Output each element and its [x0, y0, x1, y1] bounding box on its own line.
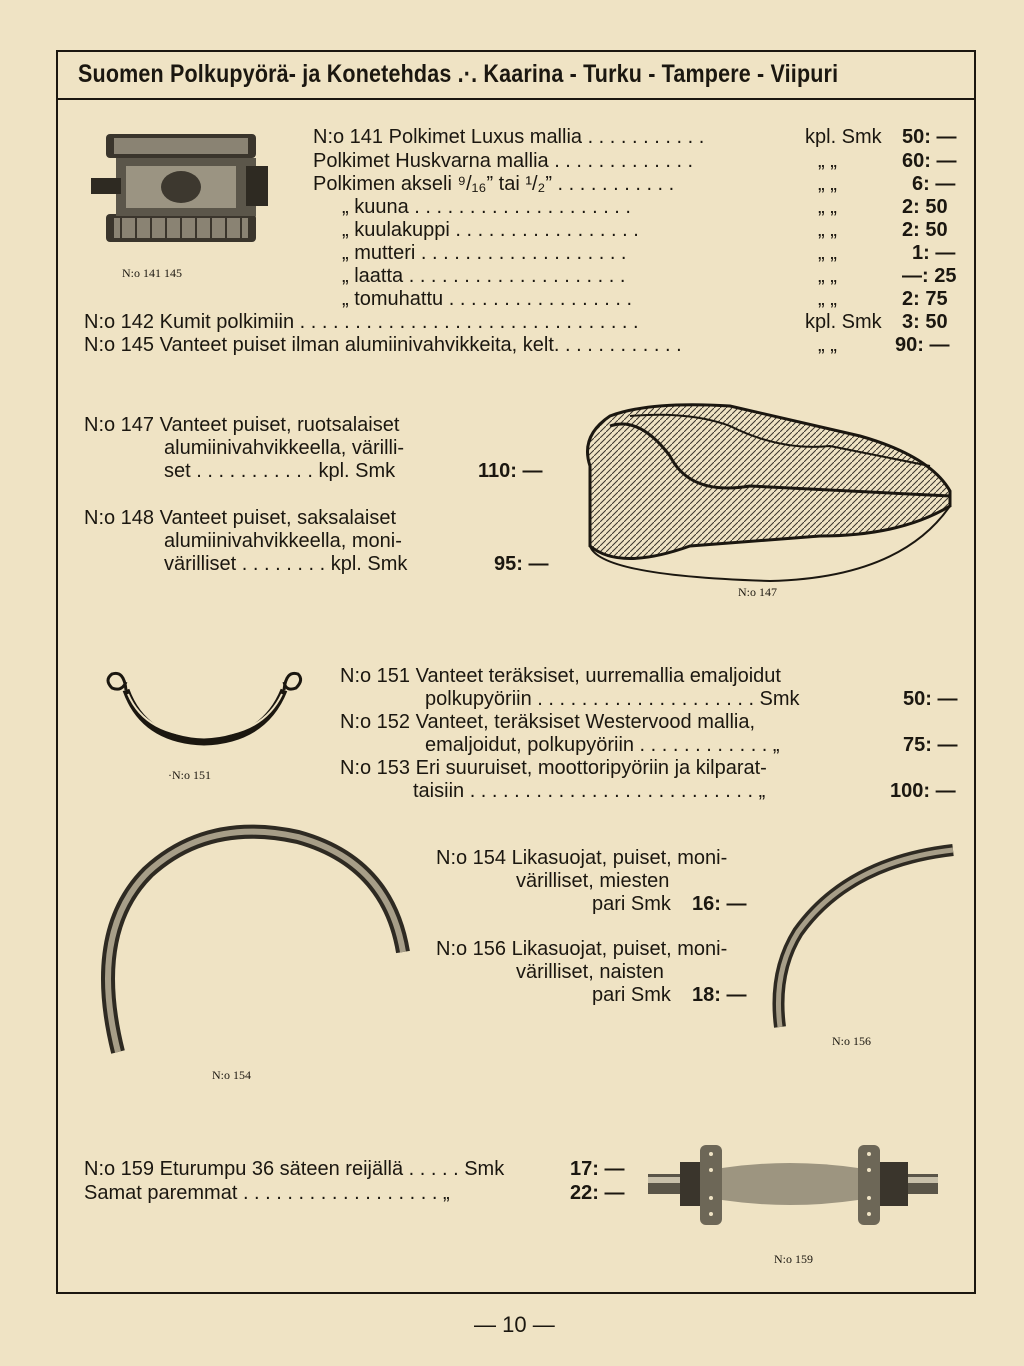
- mudguard-154-illustration: [98, 822, 418, 1062]
- rim151-caption: ·N:o 151: [168, 768, 211, 782]
- mudguard-156-line-1: N:o 156 Likasuojat, puiset, moni-: [436, 938, 728, 960]
- pedal-unit-9: kpl. Smk: [805, 311, 882, 333]
- hub-price-2: 22: —: [570, 1182, 625, 1204]
- pedal-price-10: 90: —: [895, 334, 950, 356]
- pedal-unit-8: „ „: [818, 288, 837, 310]
- rim148-price: 95: —: [494, 553, 549, 575]
- steel-rim-illustration: [104, 660, 304, 750]
- mudguard-154-price: 16: —: [692, 893, 747, 915]
- rim153-line-2: taisiin . . . . . . . . . . . . . . . . . . . . . . . . . . „: [413, 780, 766, 802]
- rim152-price: 75: —: [903, 734, 958, 756]
- rim147-price: 110: —: [478, 460, 543, 482]
- pedal-line-3: Polkimen akseli ⁹/₁₆” tai ¹/₂” . . . . . . . . . . .: [313, 173, 675, 195]
- pedal-caption: N:o 141 145: [122, 266, 182, 280]
- pedal-line-4: „ kuuna . . . . . . . . . . . . . . . . . . . .: [342, 196, 631, 218]
- pedal-price-5: 2: 50: [902, 219, 948, 241]
- pedal-unit-3: „ „: [818, 173, 837, 195]
- catalog-header: [56, 50, 976, 100]
- rim151-line-2: polkupyöriin . . . . . . . . . . . . . . . . . . . . Smk: [425, 688, 800, 710]
- rim147-line-1: N:o 147 Vanteet puiset, ruotsalaiset: [84, 414, 400, 436]
- rim152-line-1: N:o 152 Vanteet, teräksiset Westervood mallia,: [340, 711, 756, 733]
- pedal-line-5: „ kuulakuppi . . . . . . . . . . . . . . . . .: [342, 219, 639, 241]
- pedal-line-6: „ mutteri . . . . . . . . . . . . . . . . . . .: [342, 242, 627, 264]
- rim153-price: 100: —: [890, 780, 956, 802]
- wooden-rim-illustration: [570, 396, 960, 586]
- rim152-line-2: emaljoidut, polkupyöriin . . . . . . . . . . . . „: [425, 734, 780, 756]
- pedal-price-2: 60: —: [902, 150, 957, 172]
- pedal-line-2: Polkimet Huskvarna mallia . . . . . . . . . . . . .: [313, 150, 694, 172]
- mudguard-156-caption: N:o 156: [832, 1034, 871, 1048]
- hub-line-1: N:o 159 Eturumpu 36 säteen reijällä . . . . . Smk: [84, 1158, 505, 1180]
- page-number: — 10 —: [474, 1312, 555, 1337]
- mudguard-154-caption: N:o 154: [212, 1068, 251, 1082]
- rim151-price: 50: —: [903, 688, 958, 710]
- rim151-line-1: N:o 151 Vanteet teräksiset, uurremallia emaljoidut: [340, 665, 781, 687]
- rim148-line-3: värilliset . . . . . . . . kpl. Smk: [164, 553, 408, 575]
- pedal-price-8: 2: 75: [902, 288, 948, 310]
- pedal-unit-6: „ „: [818, 242, 837, 264]
- hub-price-1: 17: —: [570, 1158, 625, 1180]
- pedal-unit-1: kpl. Smk: [805, 126, 882, 148]
- hub-illustration: [640, 1140, 940, 1230]
- rim147-caption: N:o 147: [738, 585, 777, 599]
- mudguard-156-line-3: pari Smk: [592, 984, 671, 1006]
- rim148-line-2: alumiinivahvikkeella, moni-: [164, 530, 402, 552]
- pedal-line-8: „ tomuhattu . . . . . . . . . . . . . . . . .: [342, 288, 633, 310]
- pedal-line-9: N:o 142 Kumit polkimiin . . . . . . . . . . . . . . . . . . . . . . . . . . . . . . .: [84, 311, 639, 333]
- mudguard-156-illustration: [768, 842, 958, 1032]
- pedal-price-1: 50: —: [902, 126, 957, 148]
- pedal-unit-7: „ „: [818, 265, 837, 287]
- pedal-price-3: 6: —: [912, 173, 956, 195]
- pedal-illustration: [86, 126, 286, 256]
- rim148-line-1: N:o 148 Vanteet puiset, saksalaiset: [84, 507, 397, 529]
- mudguard-156-price: 18: —: [692, 984, 747, 1006]
- mudguard-154-line-2: värilliset, miesten: [516, 870, 670, 892]
- pedal-price-7: —: 25: [902, 265, 957, 287]
- rim153-line-1: N:o 153 Eri suuruiset, moottoripyöriin ja kilparat-: [340, 757, 767, 779]
- rim147-line-3: set . . . . . . . . . . . kpl. Smk: [164, 460, 396, 482]
- pedal-unit-5: „ „: [818, 219, 837, 241]
- hub-caption: N:o 159: [774, 1252, 813, 1266]
- pedal-price-4: 2: 50: [902, 196, 948, 218]
- pedal-price-9: 3: 50: [902, 311, 948, 333]
- pedal-unit-4: „ „: [818, 196, 837, 218]
- pedal-line-1: N:o 141 Polkimet Luxus mallia . . . . . . . . . . .: [313, 126, 705, 148]
- pedal-unit-2: „ „: [818, 150, 837, 172]
- mudguard-154-line-3: pari Smk: [592, 893, 671, 915]
- pedal-unit-10: „ „: [818, 334, 837, 356]
- rim147-line-2: alumiinivahvikkeella, värilli-: [164, 437, 405, 459]
- pedal-price-6: 1: —: [912, 242, 956, 264]
- hub-line-2: Samat paremmat . . . . . . . . . . . . . . . . . . „: [84, 1182, 450, 1204]
- pedal-line-10: N:o 145 Vanteet puiset ilman alumiinivahvikkeita, kelt. . . . . . . . . . . .: [84, 334, 682, 356]
- pedal-line-7: „ laatta . . . . . . . . . . . . . . . . . . . .: [342, 265, 626, 287]
- mudguard-156-line-2: värilliset, naisten: [516, 961, 664, 983]
- mudguard-154-line-1: N:o 154 Likasuojat, puiset, moni-: [436, 847, 728, 869]
- header-title: Suomen Polkupyörä- ja Konetehdas .·. Kaarina - Turku - Tampere - Viipuri: [78, 60, 839, 88]
